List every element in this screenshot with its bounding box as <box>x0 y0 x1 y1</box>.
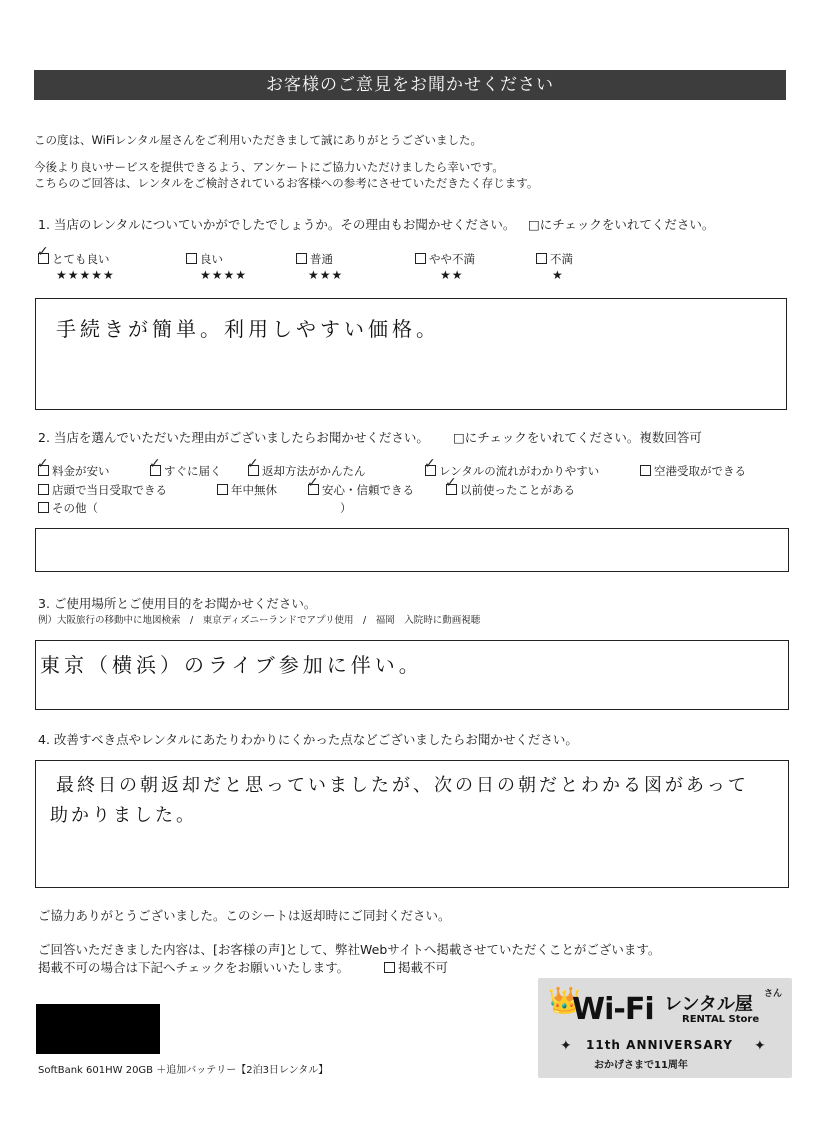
checkbox[interactable] <box>384 962 395 973</box>
q2-option-4[interactable]: ✓ レンタルの流れがわかりやすい <box>425 463 599 479</box>
rental-info: SoftBank 601HW 20GB ＋追加バッテリー【2泊3日レンタル】 <box>38 1065 329 1076</box>
footer-notice-1: ご回答いただきました内容は、[お客様の声]として、弊社Webサイトへ掲載させていただくことがございます。 <box>38 942 661 957</box>
checkbox-checked[interactable] <box>425 465 436 476</box>
q2-option-2[interactable]: ✓ すぐに届く <box>150 463 222 479</box>
footer-notice-2: 掲載不可の場合は下記へチェックをお願いいたします。 <box>38 960 350 975</box>
q1-option-2[interactable]: 良い <box>186 251 223 267</box>
checkbox[interactable] <box>186 253 197 264</box>
q1-stars-2: ★★★★ <box>200 268 248 282</box>
logo-wifi-text: Wi-Fi <box>572 992 654 1027</box>
q1-stars-1: ★★★★★ <box>56 268 115 282</box>
q2-option-7[interactable]: 年中無休 <box>217 482 277 498</box>
q1-option-5[interactable]: 不満 <box>536 251 573 267</box>
q3-question: 3. ご使用場所とご使用目的をお聞かせください。 <box>38 596 317 611</box>
q2-question: 2. 当店を選んでいただいた理由がございましたらお聞かせください。 <box>38 430 429 445</box>
mascot-crown-icon: 👑 <box>548 986 581 1016</box>
q3-example: 例）大阪旅行の移動中に地図検索 / 東京ディズニーランドでアプリ使用 / 福岡 入院時に動画視聴 <box>38 615 481 626</box>
q2-instruction: □にチェックをいれてください。複数回答可 <box>453 430 702 445</box>
q1-stars-3: ★★★ <box>308 268 344 282</box>
q1-stars-5: ★ <box>552 268 564 282</box>
no-publish-option[interactable]: 掲載不可 <box>384 958 448 976</box>
redacted-block <box>36 1004 160 1054</box>
checkbox-checked[interactable] <box>150 465 161 476</box>
logo-san-text: さん <box>764 989 783 999</box>
intro-line-2: 今後より良いサービスを提供できるよう、アンケートにご協力いただけましたら幸いです。 <box>34 160 504 174</box>
q1-answer-text: 手続きが簡単。利用しやすい価格。 <box>56 317 440 341</box>
checkbox[interactable] <box>296 253 307 264</box>
q2-option-8[interactable]: ✓ 安心・信頼できる <box>308 482 414 498</box>
logo-name-text: レンタル屋 <box>664 994 753 1015</box>
q4-answer-box[interactable] <box>35 760 789 888</box>
checkbox[interactable] <box>415 253 426 264</box>
page-title: お客様のご意見をお聞かせください <box>34 70 786 100</box>
sparkle-icon: ✦ <box>560 1038 572 1054</box>
q2-option-6[interactable]: 店頭で当日受取できる <box>38 482 167 498</box>
q1-answer-box[interactable] <box>35 298 787 410</box>
intro-line-3: こちらのご回答は、レンタルをご検討されているお客様への参考にさせていただきたく存じます。 <box>34 176 539 190</box>
q2-option-9[interactable]: ✓ 以前使ったことがある <box>446 482 575 498</box>
anniversary-text: 11th ANNIVERSARY <box>586 1038 733 1052</box>
checkbox[interactable] <box>536 253 547 264</box>
q2-option-3[interactable]: ✓ 返却方法がかんたん <box>248 463 366 479</box>
checkbox-checked[interactable] <box>38 253 49 264</box>
q4-question: 4. 改善すべき点やレンタルにあたりわかりにくかった点などございましたらお聞かせください。 <box>38 732 578 747</box>
q1-question: 1. 当店のレンタルについていかがでしたでしょうか。その理由もお聞かせください。 <box>38 217 516 232</box>
q4-answer-line-1: 最終日の朝返却だと思っていましたが、次の日の朝だとわかる図があって <box>56 775 749 796</box>
q2-other-close: ） <box>340 501 352 515</box>
footer-thanks: ご協力ありがとうございました。このシートは返却時にご同封ください。 <box>38 908 451 923</box>
checkbox[interactable] <box>640 465 651 476</box>
q1-option-3[interactable]: 普通 <box>296 251 333 267</box>
sparkle-icon: ✦ <box>754 1038 766 1054</box>
q1-stars-4: ★★ <box>440 268 464 282</box>
q2-option-other[interactable]: その他（ <box>38 500 98 516</box>
q4-answer-line-2: 助かりました。 <box>50 805 197 826</box>
wifi-rental-logo <box>538 978 792 1078</box>
q2-answer-box[interactable] <box>35 528 789 572</box>
q1-instruction: □にチェックをいれてください。 <box>528 217 715 232</box>
q1-option-4[interactable]: やや不満 <box>415 251 475 267</box>
q3-answer-text: 東京（横浜）のライブ参加に伴い。 <box>40 653 423 677</box>
anniversary-thanks-text: おかげさまで11周年 <box>594 1060 688 1071</box>
q2-option-1[interactable]: ✓料金が安い <box>38 463 110 479</box>
logo-en-text: RENTAL Store <box>682 1014 760 1025</box>
checkbox[interactable] <box>38 484 49 495</box>
checkbox-checked[interactable] <box>446 484 457 495</box>
checkbox-checked[interactable] <box>38 465 49 476</box>
q3-answer-box[interactable] <box>35 640 789 710</box>
checkbox-checked[interactable] <box>248 465 259 476</box>
q1-option-1[interactable]: ✓とても良い <box>38 251 110 267</box>
q2-option-5[interactable]: 空港受取ができる <box>640 463 746 479</box>
checkbox-checked[interactable] <box>308 484 319 495</box>
intro-line-1: この度は、WiFiレンタル屋さんをご利用いただきまして誠にありがとうございました。 <box>34 133 483 147</box>
checkbox[interactable] <box>38 502 49 513</box>
checkbox[interactable] <box>217 484 228 495</box>
